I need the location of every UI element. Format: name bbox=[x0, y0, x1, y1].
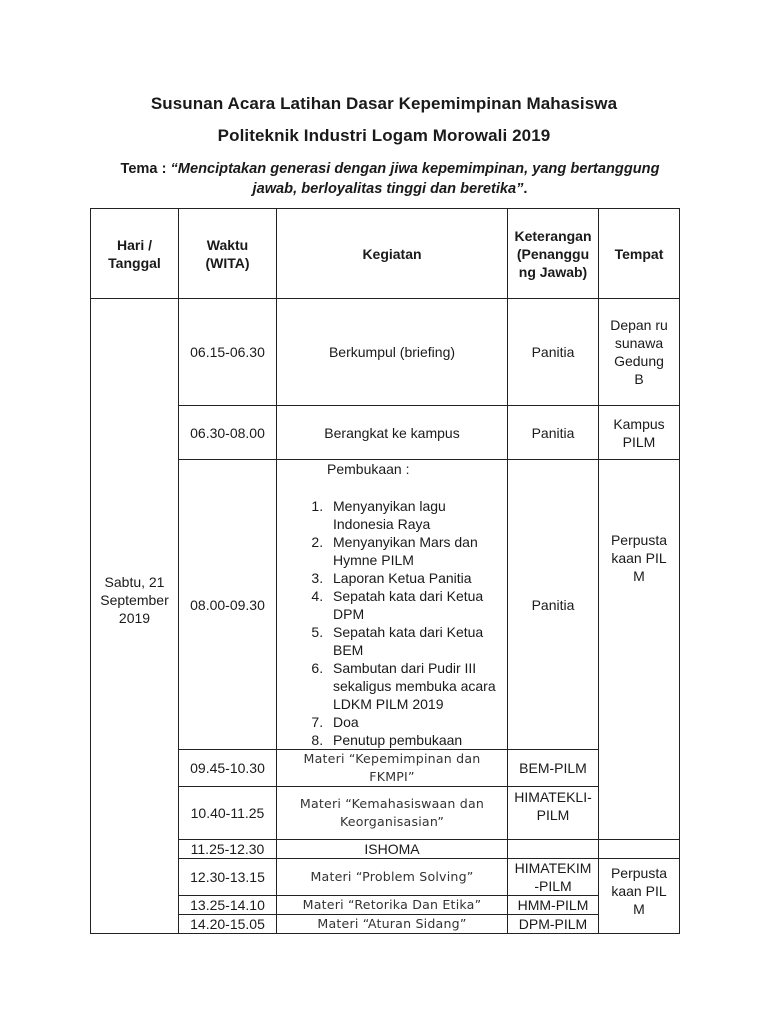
kegiatan-opening-cell bbox=[277, 460, 508, 750]
document-subtitle: Politeknik Industri Logam Morowali 2019 bbox=[217, 126, 551, 145]
keterangan-cell: HMM-PILM bbox=[508, 896, 599, 915]
table-row bbox=[91, 915, 680, 934]
agenda-item: 3. Laporan Ketua Panitia bbox=[327, 569, 501, 587]
tempat-cell: Perpustakaan PILM bbox=[599, 460, 680, 840]
waktu-cell: 06.15-06.30 bbox=[179, 299, 277, 406]
table-row bbox=[91, 859, 680, 896]
header-kegiatan: Kegiatan bbox=[277, 209, 508, 299]
schedule-table bbox=[90, 208, 680, 934]
table-row bbox=[91, 460, 680, 750]
keterangan-cell: HIMATEKLI-PILM bbox=[508, 787, 599, 840]
theme-statement bbox=[100, 159, 680, 199]
table-row bbox=[91, 840, 680, 859]
tempat-cell: Perpustakaan PILM bbox=[599, 859, 680, 934]
theme-text: “Menciptakan generasi dengan jiwa kepemimpinan, yang bertanggung jawab, berloyalitas tinggi dan beretika” bbox=[170, 161, 660, 197]
kegiatan-cell: Materi “Kepemimpinan dan FKMPI” bbox=[277, 750, 508, 787]
agenda-item: 1. Menyanyikan lagu Indonesia Raya bbox=[327, 497, 501, 533]
table-row bbox=[91, 750, 680, 787]
keterangan-cell: Panitia bbox=[508, 299, 599, 406]
header-waktu: Waktu (WITA) bbox=[179, 209, 277, 299]
table-row bbox=[91, 406, 680, 460]
agenda-item: 8. Penutup pembukaan bbox=[327, 731, 501, 749]
opening-heading: Pembukaan : bbox=[327, 461, 410, 477]
kegiatan-cell: Berkumpul (briefing) bbox=[277, 299, 508, 406]
tempat-cell: Depan rusunawa Gedung B bbox=[599, 299, 680, 406]
kegiatan-cell: Materi “Kemahasiswaan dan Keorganisasian” bbox=[277, 787, 508, 840]
kegiatan-cell: Berangkat ke kampus bbox=[277, 406, 508, 460]
waktu-cell: 08.00-09.30 bbox=[179, 460, 277, 750]
waktu-cell: 11.25-12.30 bbox=[179, 840, 277, 859]
keterangan-cell: BEM-PILM bbox=[508, 750, 599, 787]
table-row bbox=[91, 896, 680, 915]
theme-label: Tema : bbox=[120, 161, 171, 177]
header-row bbox=[91, 209, 680, 299]
keterangan-cell: DPM-PILM bbox=[508, 915, 599, 934]
header-tempat: Tempat bbox=[599, 209, 680, 299]
kegiatan-cell: Materi “Aturan Sidang” bbox=[277, 915, 508, 934]
waktu-cell: 13.25-14.10 bbox=[179, 896, 277, 915]
agenda-item: 7. Doa bbox=[327, 713, 501, 731]
kegiatan-cell: ISHOMA bbox=[277, 840, 508, 859]
day-cell: Sabtu, 21 September 2019 bbox=[91, 299, 179, 934]
waktu-cell: 12.30-13.15 bbox=[179, 859, 277, 896]
opening-agenda-list bbox=[285, 497, 501, 749]
agenda-item: 6. Sambutan dari Pudir III sekaligus membuka acara LDKM PILM 2019 bbox=[327, 659, 501, 713]
tempat-cell: Kampus PILM bbox=[599, 406, 680, 460]
keterangan-cell bbox=[508, 840, 599, 859]
keterangan-cell: Panitia bbox=[508, 406, 599, 460]
keterangan-cell: HIMATEKIM-PILM bbox=[508, 859, 599, 896]
table-row bbox=[91, 299, 680, 406]
agenda-item: 2. Menyanyikan Mars dan Hymne PILM bbox=[327, 533, 501, 569]
tempat-cell bbox=[599, 840, 680, 859]
waktu-cell: 09.45-10.30 bbox=[179, 750, 277, 787]
agenda-item: 5. Sepatah kata dari Ketua BEM bbox=[327, 623, 501, 659]
agenda-item: 4. Sepatah kata dari Ketua DPM bbox=[327, 587, 501, 623]
theme-end: . bbox=[523, 181, 528, 197]
table-row bbox=[91, 787, 680, 840]
waktu-cell: 14.20-15.05 bbox=[179, 915, 277, 934]
document-title: Susunan Acara Latihan Dasar Kepemimpinan Mahasiswa bbox=[150, 94, 618, 113]
keterangan-cell: Panitia bbox=[508, 460, 599, 750]
waktu-cell: 06.30-08.00 bbox=[179, 406, 277, 460]
header-keterangan: Keterangan (Penanggung Jawab) bbox=[508, 209, 599, 299]
kegiatan-cell: Materi “Retorika Dan Etika” bbox=[277, 896, 508, 915]
header-hari-tanggal: Hari / Tanggal bbox=[91, 209, 179, 299]
waktu-cell: 10.40-11.25 bbox=[179, 787, 277, 840]
kegiatan-cell: Materi “Problem Solving” bbox=[277, 859, 508, 896]
